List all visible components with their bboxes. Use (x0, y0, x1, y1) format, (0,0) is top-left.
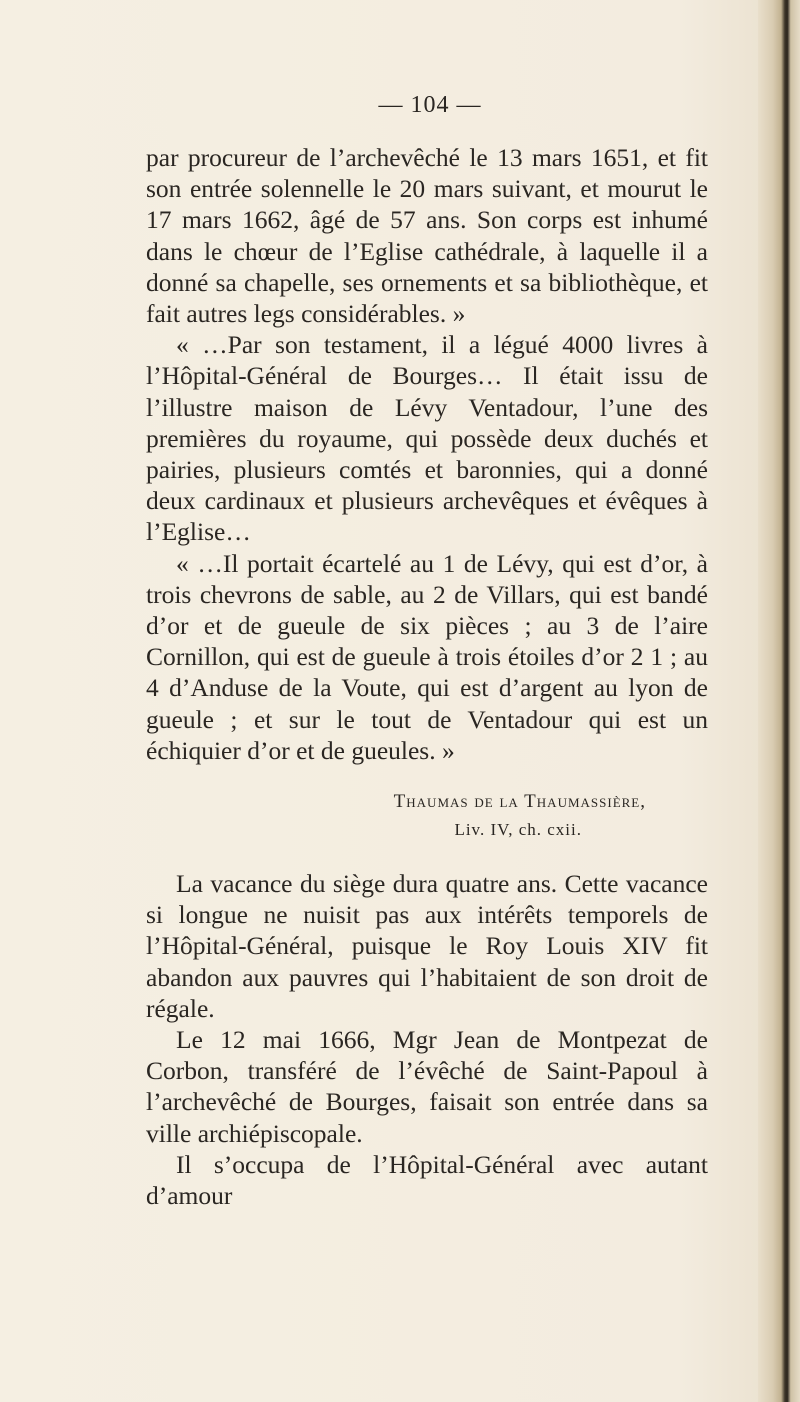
paragraph-1: par procureur de l’archevêché le 13 mars 1651, et fit son entrée solennelle le 20 mars suivant, et mourut le 17 mars 1662, âgé de 57 ans. Son corps est inhumé dans le chœur de l’Eglise cathédrale, à laquelle il a donné sa chapelle, ses ornements et sa bibliothèque, et fait autres legs considérables. » (146, 143, 708, 329)
paragraph-5: Le 12 mai 1666, Mgr Jean de Montpezat de Corbon, transféré de l’évêché de Saint-Papoul à l’archevêché de Bourges, faisait son entrée dans sa ville archiépiscopale. (146, 1025, 708, 1148)
citation-reference: Liv. IV, ch. cxii. (454, 820, 582, 840)
body-text (146, 142, 708, 1211)
paragraph-4: La vacance du siège dura quatre ans. Cette vacance si longue ne nuisit pas aux intérêts temporels de l’Hôpital-Général, puisque le Roy Louis XIV fit abandon aux pauvres qui l’habitaient de son droit de régale. (146, 869, 708, 1023)
citation (146, 788, 708, 844)
paragraph-3: « …Il portait écartelé au 1 de Lévy, qui est d’or, à trois chevrons de sable, au 2 de Villars, qui est bandé d’or et de gueule de six pièces ; au 3 de l’aire Cornillon, qui est de gueule à trois étoiles d’or 2 1 ; au 4 d’Anduse de la Voute, qui est d’argent au lyon de gueule ; et sur le tout de Ventadour qui est un échiquier d’or et de gueules. » (146, 548, 708, 765)
page-edge (758, 0, 800, 1402)
paragraph-2: « …Par son testament, il a légué 4000 livres à l’Hôpital-Général de Bourges… Il était issu de l’illustre maison de Lévy Ventadour, l’une des premières du royaume, qui possède deux duchés et pairies, plusieurs comtés et baronnies, qui a donné deux cardinaux et plusieurs archevêques et évêques à l’Eglise… (146, 330, 708, 547)
paragraph-6: Il s’occupa de l’Hôpital-Général avec autant d’amour (146, 1149, 708, 1211)
citation-author: Thaumas de la Thaumassière, (393, 791, 646, 813)
page-number: — 104 — (378, 92, 482, 118)
